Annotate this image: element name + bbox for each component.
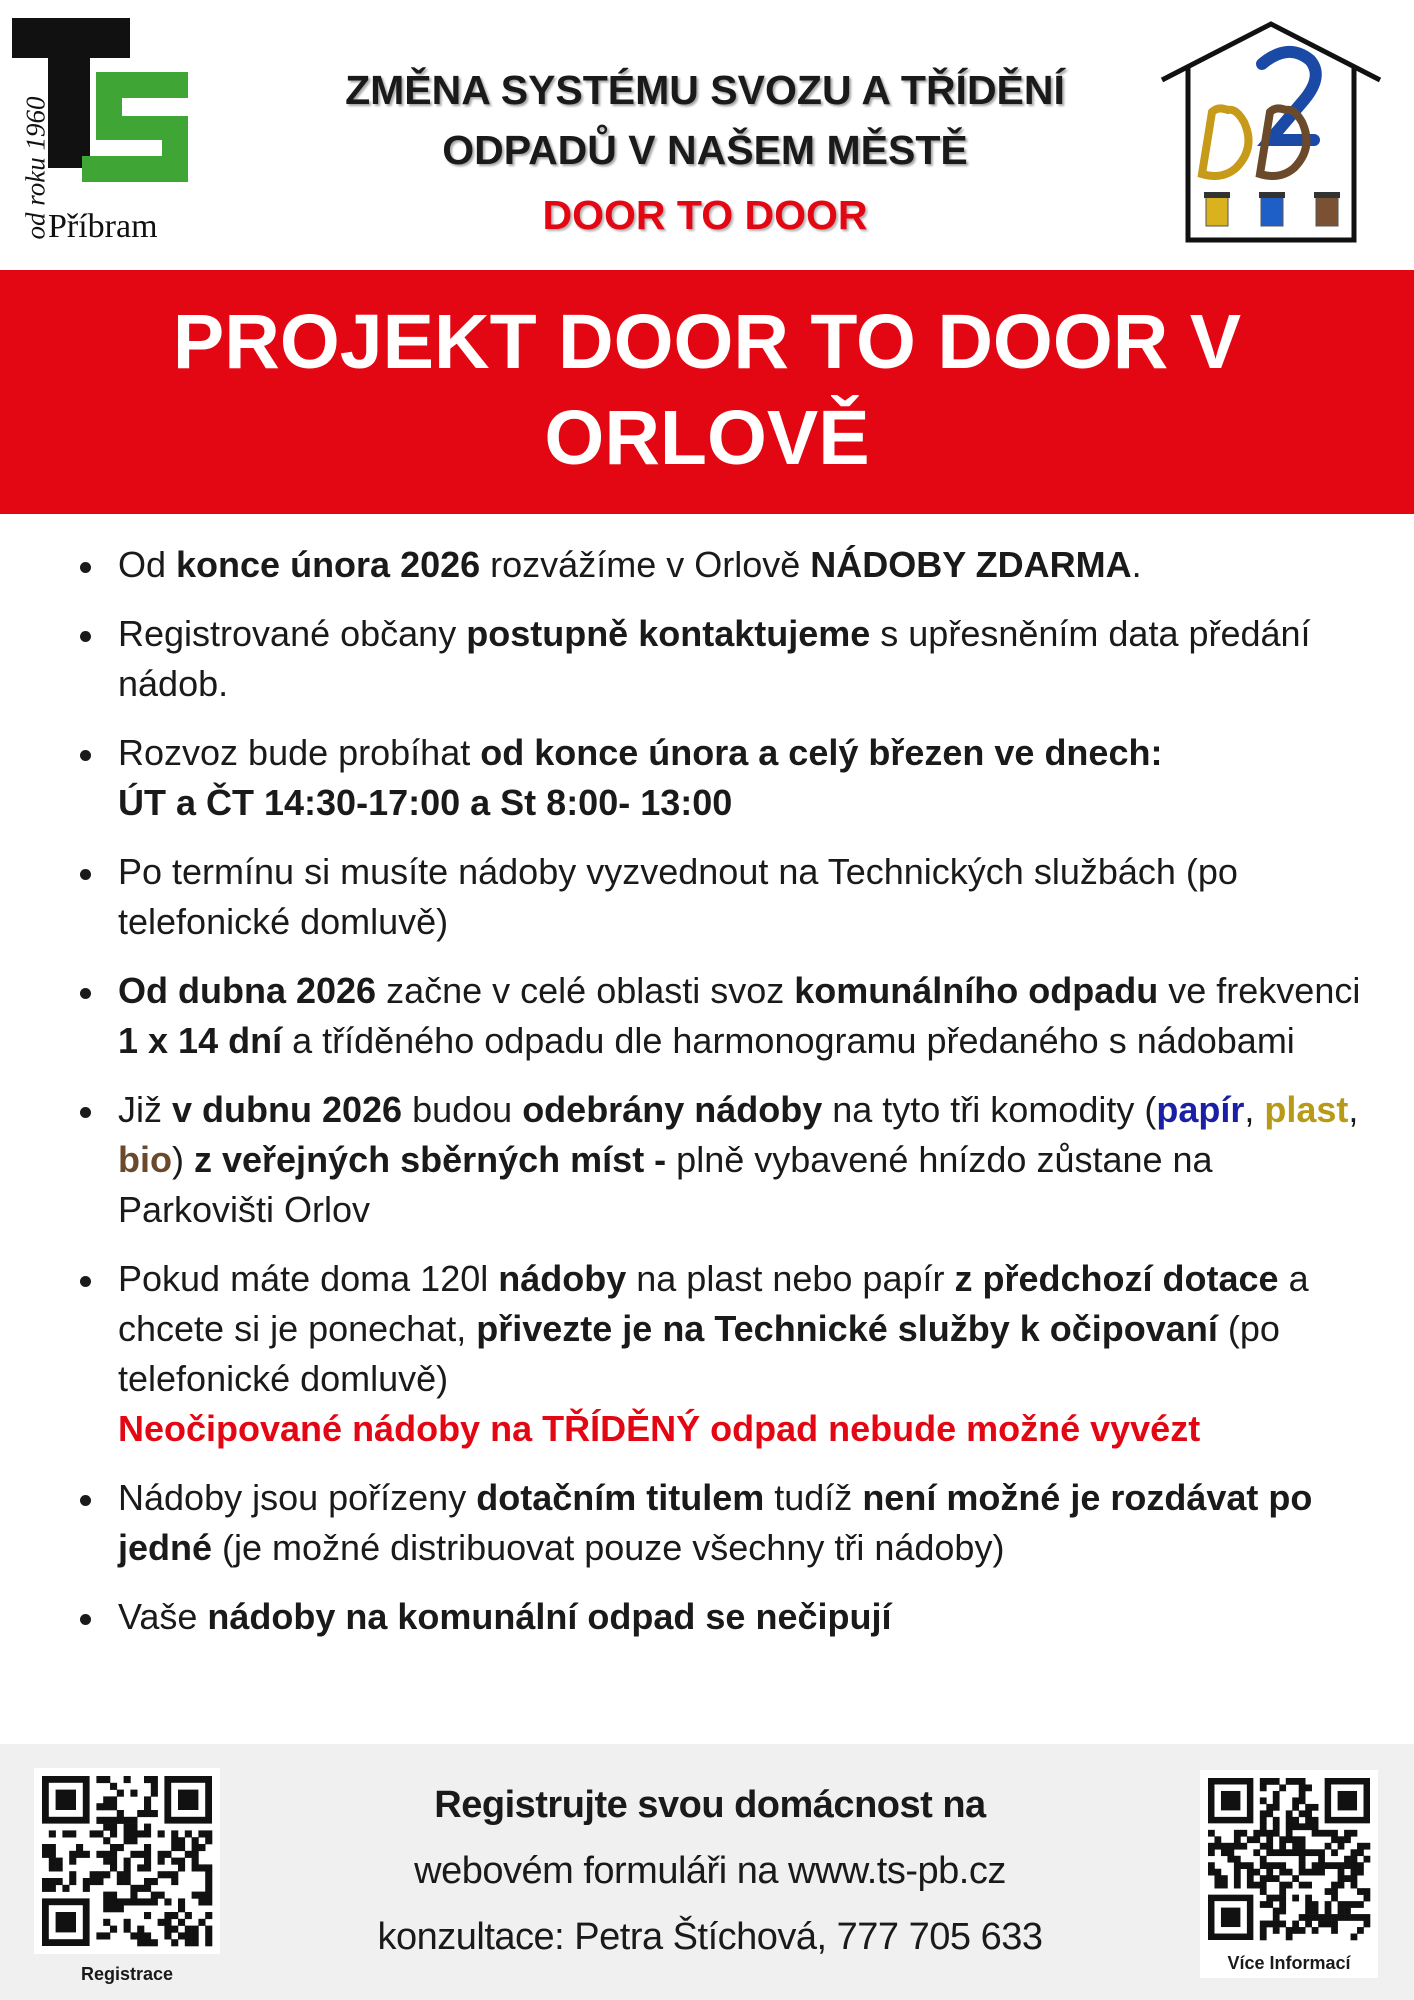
text-bold: nádoby na komunální odpad se nečipují [207,1596,892,1637]
list-item [78,847,1378,947]
footer-text [260,1772,1160,1970]
text-bold: Od dubna 2026 [118,970,377,1011]
footer-line3: konzultace: Petra Štíchová, 777 705 633 [377,1916,1043,1958]
qr-code-icon [34,1768,220,1954]
text: ) [171,1139,194,1180]
text: Po termínu si musíte nádoby vyzvednout na Technických službách (po telefonické domluvě) [118,851,1238,942]
text-bold: komunálního odpadu [794,970,1159,1011]
banner-title [0,270,1414,486]
text-bold: dotačním titulem [476,1477,765,1518]
house-bins-icon [1158,18,1384,248]
text: (po telefonické domluvě) [118,1308,1280,1399]
list-item [78,1085,1378,1235]
text: Již [118,1089,172,1130]
header-title [250,60,1160,250]
qr-label-more-info: Více Informací [1200,1948,1378,1978]
bullet-dot [80,562,91,573]
text: Rozvoz bude probíhat [118,732,481,773]
header-title-line2: ODPADŮ V NAŠEM MĚSTĚ [442,127,968,173]
text: . [1131,544,1142,585]
ts-pribram-logo [12,18,192,248]
text-bold: NÁDOBY ZDARMA [810,544,1132,585]
project-banner [0,270,1414,514]
text: na tyto tři komodity ( [822,1089,1157,1130]
text: s upřesněním data předání nádob. [118,613,1311,704]
info-list [78,540,1378,1661]
bio-label: bio [118,1139,172,1180]
qr-code-more-info[interactable] [1200,1770,1378,1948]
text: , [1244,1089,1265,1130]
list-item [78,1254,1378,1454]
footer-line2: webovém formuláři na www.ts-pb.cz [414,1850,1006,1892]
text-bold: přivezte je na Technické služby k očipovaní [476,1308,1218,1349]
text: plně vybavené hnízdo zůstane na Parkovišti Orlov [118,1139,1213,1230]
list-item [78,1473,1378,1573]
bullet-dot [80,1614,91,1625]
bullet-dot [80,750,91,761]
header-title-line3: DOOR TO DOOR [542,192,868,238]
door-to-door-logo [1158,18,1384,248]
bullet-dot [80,1107,91,1118]
text: Od [118,544,177,585]
qr-code-icon [1200,1770,1378,1948]
header [0,0,1414,268]
logo-since: od roku 1960 [20,96,51,240]
text: tudíž [764,1477,863,1518]
text: Nádoby jsou pořízeny [118,1477,477,1518]
paper-label: papír [1156,1089,1245,1130]
list-item [78,728,1378,828]
bullet-dot [80,988,91,999]
text: na plast nebo papír [626,1258,955,1299]
text: rozvážíme v Orlově [480,544,811,585]
list-item [78,540,1378,590]
delivery-hours: ÚT a ČT 14:30-17:00 a St 8:00- 13:00 [118,782,733,823]
bullet-dot [80,631,91,642]
header-title-line1: ZMĚNA SYSTÉMU SVOZU A TŘÍDĚNÍ [345,67,1065,113]
text: Pokud máte doma 120l [118,1258,499,1299]
text: Vaše [118,1596,208,1637]
bullet-dot [80,1276,91,1287]
text: a chcete si je ponechat, [118,1258,1309,1349]
text: (je možné distribuovat pouze všechny tři nádoby) [212,1527,1005,1568]
warning-text: Neočipované nádoby na TŘÍDĚNÝ odpad nebude možné vyvézt [118,1408,1201,1449]
text-bold: z předchozí dotace [954,1258,1279,1299]
list-item [78,966,1378,1066]
qr-code-registration[interactable] [34,1768,220,1954]
qr-label-registration: Registrace [80,1964,174,1984]
text: budou [402,1089,523,1130]
bullet-dot [80,869,91,880]
logo-city: Příbram [48,208,158,245]
banner-title-line2: ORLOVĚ [544,395,870,481]
text-bold: postupně kontaktujeme [466,613,871,654]
text-bold: od konce února a celý březen ve dnech: [480,732,1163,773]
list-item [78,1592,1378,1642]
text-bold: z veřejných sběrných míst - [193,1139,667,1180]
text-bold: 1 x 14 dní [118,1020,283,1061]
text-bold: v dubnu 2026 [172,1089,403,1130]
text-bold: konce února 2026 [176,544,481,585]
text-bold: není možné je rozdávat po jedné [118,1477,1313,1568]
text-bold: odebrány nádoby [522,1089,823,1130]
text-bold: nádoby [498,1258,627,1299]
text: , [1348,1089,1359,1130]
text: a tříděného odpadu dle harmonogramu předaného s nádobami [282,1020,1295,1061]
list-item [78,609,1378,709]
plastic-label: plast [1264,1089,1349,1130]
text: ve frekvenci [1158,970,1361,1011]
footer [0,1744,1414,2000]
banner-title-line1: PROJEKT DOOR TO DOOR V [172,299,1242,385]
bullet-dot [80,1495,91,1506]
text: začne v celé oblasti svoz [376,970,795,1011]
footer-line1: Registrujte svou domácnost na [434,1784,986,1826]
text: Registrované občany [118,613,467,654]
